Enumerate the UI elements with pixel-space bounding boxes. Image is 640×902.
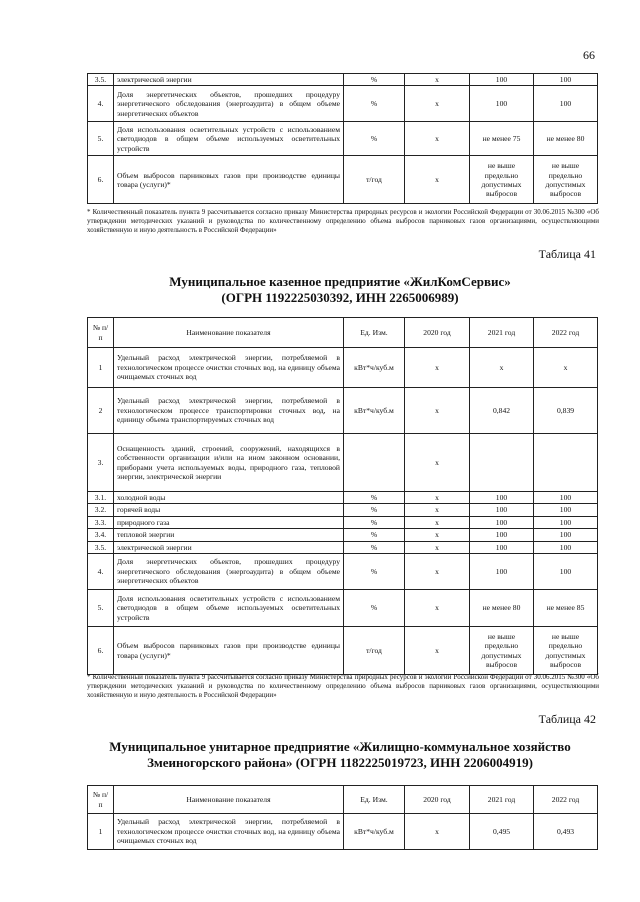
value-2022: 100 bbox=[534, 554, 598, 590]
value-2020: x bbox=[405, 434, 470, 492]
value-2022: не выше предельно допустимых выбросов bbox=[534, 156, 598, 204]
value-2021: не менее 75 bbox=[470, 122, 534, 156]
value-2021: не выше предельно допустимых выбросов bbox=[470, 627, 534, 675]
indicator-name: Доля использования осветительных устройств с использованием светодиодов в общем объеме используемых осветительных устройств bbox=[114, 122, 344, 156]
header-2020: 2020 год bbox=[405, 318, 470, 348]
value-2020: x bbox=[405, 504, 470, 516]
indicator-name: Удельный расход электрической энергии, потребляемой в технологическом процессе транспортировки сточных вод, на единицу объема транспортируемых сточных вод bbox=[114, 388, 344, 434]
value-2021 bbox=[470, 434, 534, 492]
table-row bbox=[88, 388, 598, 434]
unit-cell: кВт*ч/куб.м bbox=[344, 814, 405, 850]
continued-table bbox=[87, 73, 598, 204]
table-41 bbox=[87, 317, 598, 675]
value-2020: x bbox=[405, 541, 470, 553]
value-2022 bbox=[534, 434, 598, 492]
value-2021: 100 bbox=[470, 74, 534, 86]
table-row bbox=[88, 434, 598, 492]
value-2021: 100 bbox=[470, 516, 534, 528]
page-number: 66 bbox=[583, 48, 595, 62]
row-number: 6. bbox=[88, 627, 114, 675]
unit-cell: % bbox=[344, 541, 405, 553]
indicator-name: Доля энергетических объектов, прошедших процедуру энергетического обследования (энергоаудита) в общем объеме энергетических объектов bbox=[114, 554, 344, 590]
indicator-name: холодной воды bbox=[114, 492, 344, 504]
unit-cell: т/год bbox=[344, 156, 405, 204]
row-number: 3.5. bbox=[88, 74, 114, 86]
header-2022: 2022 год bbox=[534, 786, 598, 814]
unit-cell: т/год bbox=[344, 627, 405, 675]
header-name: Наименование показателя bbox=[114, 786, 344, 814]
value-2021: не менее 80 bbox=[470, 590, 534, 627]
value-2022: 100 bbox=[534, 529, 598, 541]
value-2022: 100 bbox=[534, 74, 598, 86]
table-row bbox=[88, 348, 598, 388]
table-row bbox=[88, 492, 598, 504]
indicator-name: тепловой энергии bbox=[114, 529, 344, 541]
indicator-name: Удельный расход электрической энергии, потребляемой в технологическом процессе очистки сточных вод, на единицу объема очищаемых сточных вод bbox=[114, 348, 344, 388]
indicator-name: Объем выбросов парниковых газов при производстве единицы товара (услуги)* bbox=[114, 156, 344, 204]
indicator-name: Удельный расход электрической энергии, потребляемой в технологическом процессе очистки сточных вод, на единицу объема очищаемых сточных вод bbox=[114, 814, 344, 850]
table-title-line1: Муниципальное унитарное предприятие «Жилищно-коммунальное хозяйство bbox=[109, 739, 571, 754]
unit-cell: % bbox=[344, 516, 405, 528]
value-2021: 100 bbox=[470, 541, 534, 553]
value-2021: не выше предельно допустимых выбросов bbox=[470, 156, 534, 204]
value-2022: 100 bbox=[534, 504, 598, 516]
table-label: Таблица 42 bbox=[538, 712, 596, 726]
value-2020: x bbox=[405, 388, 470, 434]
header-2022: 2022 год bbox=[534, 318, 598, 348]
value-2020: x bbox=[405, 156, 470, 204]
table-row bbox=[88, 627, 598, 675]
value-2021: 100 bbox=[470, 492, 534, 504]
table-row bbox=[88, 541, 598, 553]
value-2021: 100 bbox=[470, 529, 534, 541]
table-row bbox=[88, 554, 598, 590]
value-2020: x bbox=[405, 74, 470, 86]
row-number: 6. bbox=[88, 156, 114, 204]
row-number: 3.1. bbox=[88, 492, 114, 504]
row-number: 5. bbox=[88, 590, 114, 627]
header-unit: Ед. Изм. bbox=[344, 786, 405, 814]
row-number: 4. bbox=[88, 554, 114, 590]
header-2021: 2021 год bbox=[470, 786, 534, 814]
unit-cell: кВт*ч/куб.м bbox=[344, 348, 405, 388]
row-number: 3.3. bbox=[88, 516, 114, 528]
indicator-name: Объем выбросов парниковых газов при производстве единицы товара (услуги)* bbox=[114, 627, 344, 675]
unit-cell: % bbox=[344, 554, 405, 590]
header-2020: 2020 год bbox=[405, 786, 470, 814]
value-2022: не менее 80 bbox=[534, 122, 598, 156]
unit-cell: % bbox=[344, 529, 405, 541]
table-row bbox=[88, 122, 598, 156]
table-row bbox=[88, 814, 598, 850]
value-2022: 100 bbox=[534, 86, 598, 122]
unit-cell: % bbox=[344, 86, 405, 122]
indicator-name: электрической энергии bbox=[114, 74, 344, 86]
table-row bbox=[88, 86, 598, 122]
value-2020: x bbox=[405, 627, 470, 675]
value-2022: 100 bbox=[534, 492, 598, 504]
indicator-name: горячей воды bbox=[114, 504, 344, 516]
value-2020: x bbox=[405, 814, 470, 850]
table-42 bbox=[87, 785, 598, 850]
value-2020: x bbox=[405, 554, 470, 590]
row-number: 3. bbox=[88, 434, 114, 492]
value-2022: 100 bbox=[534, 516, 598, 528]
value-2020: x bbox=[405, 348, 470, 388]
value-2022: x bbox=[534, 348, 598, 388]
table-row bbox=[88, 504, 598, 516]
table-row bbox=[88, 74, 598, 86]
unit-cell: % bbox=[344, 590, 405, 627]
table-title-line2: Змеиногорского района» (ОГРН 1182225019723, ИНН 2206004919) bbox=[147, 755, 533, 770]
unit-cell: % bbox=[344, 504, 405, 516]
table-row bbox=[88, 516, 598, 528]
table-title-line1: Муниципальное казенное предприятие «ЖилКомСервис» bbox=[169, 274, 511, 289]
value-2022: не менее 85 bbox=[534, 590, 598, 627]
table-label: Таблица 41 bbox=[538, 247, 596, 261]
table-row bbox=[88, 156, 598, 204]
header-number: № п/п bbox=[88, 318, 114, 348]
row-number: 1 bbox=[88, 814, 114, 850]
footnote: * Количественный показатель пункта 9 рассчитывается согласно приказу Министерства природных ресурсов и экологии Российской Федерации от 30.06.2015 №300 «Об утверждении методических указаний и руководства по количественному определению объема выбросов парниковых газов организациями, осуществляющими хозяйственную и иную деятельность в Российской Федерации» bbox=[87, 673, 599, 699]
value-2020: x bbox=[405, 590, 470, 627]
value-2020: x bbox=[405, 516, 470, 528]
table-title-line2: (ОГРН 1192225030392, ИНН 2265006989) bbox=[221, 290, 459, 305]
table-row bbox=[88, 529, 598, 541]
value-2021: 0,495 bbox=[470, 814, 534, 850]
row-number: 4. bbox=[88, 86, 114, 122]
value-2022: не выше предельно допустимых выбросов bbox=[534, 627, 598, 675]
table-row bbox=[88, 590, 598, 627]
value-2021: 100 bbox=[470, 86, 534, 122]
indicator-name: природного газа bbox=[114, 516, 344, 528]
value-2021: 100 bbox=[470, 554, 534, 590]
table-header-row bbox=[88, 786, 598, 814]
value-2022: 100 bbox=[534, 541, 598, 553]
header-unit: Ед. Изм. bbox=[344, 318, 405, 348]
unit-cell: % bbox=[344, 492, 405, 504]
value-2020: x bbox=[405, 529, 470, 541]
row-number: 3.4. bbox=[88, 529, 114, 541]
value-2021: x bbox=[470, 348, 534, 388]
unit-cell bbox=[344, 434, 405, 492]
value-2020: x bbox=[405, 492, 470, 504]
indicator-name: Доля использования осветительных устройств с использованием светодиодов в общем объеме используемых осветительных устройств bbox=[114, 590, 344, 627]
indicator-name: Оснащенность зданий, строений, сооружений, находящихся в собственности организации и/или на ином законном основании, приборами учета используемых воды, природного газа, тепловой энергии, электрической энергии bbox=[114, 434, 344, 492]
row-number: 3.2. bbox=[88, 504, 114, 516]
value-2021: 0,842 bbox=[470, 388, 534, 434]
unit-cell: % bbox=[344, 122, 405, 156]
value-2022: 0,493 bbox=[534, 814, 598, 850]
footnote: * Количественный показатель пункта 9 рассчитывается согласно приказу Министерства природных ресурсов и экологии Российской Федерации от 30.06.2015 №300 «Об утверждении методических указаний и руководства по количественному определению объема выбросов парниковых газов организациями, осуществляющими хозяйственную и иную деятельность в Российской Федерации» bbox=[87, 208, 599, 234]
indicator-name: электрической энергии bbox=[114, 541, 344, 553]
table-header-row bbox=[88, 318, 598, 348]
value-2021: 100 bbox=[470, 504, 534, 516]
value-2020: x bbox=[405, 86, 470, 122]
unit-cell: % bbox=[344, 74, 405, 86]
unit-cell: кВт*ч/куб.м bbox=[344, 388, 405, 434]
row-number: 1 bbox=[88, 348, 114, 388]
header-2021: 2021 год bbox=[470, 318, 534, 348]
value-2022: 0,839 bbox=[534, 388, 598, 434]
header-name: Наименование показателя bbox=[114, 318, 344, 348]
row-number: 3.5. bbox=[88, 541, 114, 553]
header-number: № п/п bbox=[88, 786, 114, 814]
indicator-name: Доля энергетических объектов, прошедших процедуру энергетического обследования (энергоаудита) в общем объеме энергетических объектов bbox=[114, 86, 344, 122]
row-number: 2 bbox=[88, 388, 114, 434]
value-2020: x bbox=[405, 122, 470, 156]
row-number: 5. bbox=[88, 122, 114, 156]
